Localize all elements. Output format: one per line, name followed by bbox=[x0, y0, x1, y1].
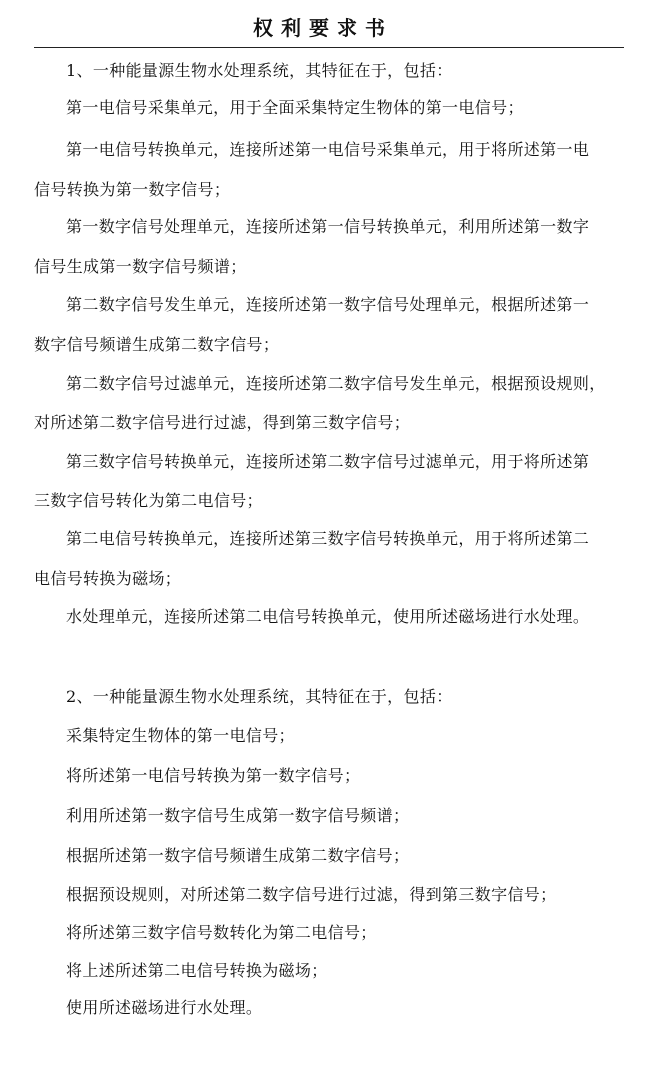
claim-1-heading: 1、一种能量源生物水处理系统，其特征在于，包括： bbox=[66, 61, 453, 80]
claim-2-step-1: 采集特定生物体的第一电信号； bbox=[66, 726, 295, 745]
claim-2-step-3: 利用所述第一数字信号生成第一数字信号频谱； bbox=[66, 806, 410, 825]
claim-2-step-2: 将所述第一电信号转换为第一数字信号； bbox=[66, 766, 361, 785]
claim-1-element-6-line-1: 第三数字信号转换单元，连接所述第二数字信号过滤单元，用于将所述第 bbox=[66, 452, 590, 471]
claim-2-step-8: 使用所述磁场进行水处理。 bbox=[66, 998, 263, 1017]
claim-1-element-6-line-2: 三数字信号转化为第二电信号； bbox=[34, 491, 263, 510]
claim-1-element-4-line-2: 数字信号频谱生成第二数字信号； bbox=[34, 335, 280, 354]
page-title: 权利要求书 bbox=[253, 16, 393, 40]
claim-2-step-6: 将所述第三数字信号数转化为第二电信号； bbox=[66, 923, 377, 942]
title-divider bbox=[34, 47, 624, 48]
claim-1-element-4-line-1: 第二数字信号发生单元，连接所述第一数字信号处理单元，根据所述第一 bbox=[66, 295, 590, 314]
claim-1-element-1: 第一电信号采集单元，用于全面采集特定生物体的第一电信号； bbox=[66, 98, 524, 117]
claim-1-element-5-line-2: 对所述第二数字信号进行过滤，得到第三数字信号； bbox=[34, 413, 411, 432]
claim-1-element-2-line-2: 信号转换为第一数字信号； bbox=[34, 180, 231, 199]
claim-1-element-3-line-2: 信号生成第一数字信号频谱； bbox=[34, 257, 247, 276]
claim-1-element-7-line-2: 电信号转换为磁场； bbox=[34, 569, 182, 588]
claim-1-element-7-line-1: 第二电信号转换单元，连接所述第三数字信号转换单元，用于将所述第二 bbox=[66, 529, 590, 548]
claim-1-element-8: 水处理单元，连接所述第二电信号转换单元，使用所述磁场进行水处理。 bbox=[66, 607, 590, 626]
claim-2-heading: 2、一种能量源生物水处理系统，其特征在于，包括： bbox=[66, 687, 453, 706]
claim-1-element-5-line-1: 第二数字信号过滤单元，连接所述第二数字信号发生单元，根据预设规则， bbox=[66, 374, 606, 393]
claim-1-element-2-line-1: 第一电信号转换单元，连接所述第一电信号采集单元，用于将所述第一电 bbox=[66, 140, 590, 159]
claim-2-step-5: 根据预设规则，对所述第二数字信号进行过滤，得到第三数字信号； bbox=[66, 885, 557, 904]
claim-2-step-4: 根据所述第一数字信号频谱生成第二数字信号； bbox=[66, 846, 410, 865]
claim-1-element-3-line-1: 第一数字信号处理单元，连接所述第一信号转换单元，利用所述第一数字 bbox=[66, 217, 590, 236]
claim-2-step-7: 将上述所述第二电信号转换为磁场； bbox=[66, 961, 328, 980]
